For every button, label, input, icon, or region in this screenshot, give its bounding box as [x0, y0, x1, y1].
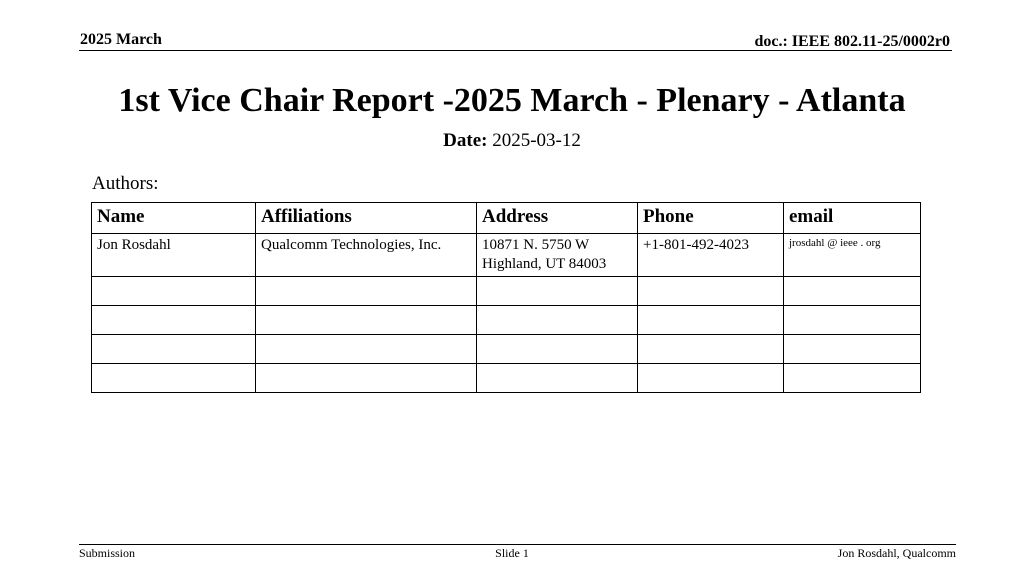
empty-cell: [477, 306, 638, 335]
footer-author: Jon Rosdahl, Qualcomm: [837, 546, 956, 560]
empty-cell: [638, 335, 784, 364]
empty-cell: [784, 335, 921, 364]
table-row-empty: [92, 335, 921, 364]
column-header-phone: Phone: [638, 203, 784, 234]
table-row-empty: [92, 277, 921, 306]
column-header-address: Address: [477, 203, 638, 234]
author-email-cell: jrosdahl @ ieee . org: [784, 234, 921, 277]
date-value: 2025-03-12: [492, 130, 581, 151]
empty-cell: [256, 364, 477, 393]
empty-cell: [256, 277, 477, 306]
column-header-affiliations: Affiliations: [256, 203, 477, 234]
column-header-email: email: [784, 203, 921, 234]
empty-cell: [92, 277, 256, 306]
author-name-cell: Jon Rosdahl: [92, 234, 256, 277]
empty-cell: [477, 364, 638, 393]
authors-table: [91, 202, 921, 393]
footer-submission: Submission: [79, 546, 136, 560]
table-header-row: [92, 203, 921, 234]
footer-slide-number: Slide 1: [495, 546, 529, 560]
address-line-1: 10871 N. 5750 W: [482, 237, 590, 253]
author-address-cell: [477, 234, 638, 277]
empty-cell: [477, 277, 638, 306]
address-line-2: Highland, UT 84003: [482, 256, 607, 272]
empty-cell: [784, 306, 921, 335]
empty-cell: [92, 335, 256, 364]
date-line: [0, 130, 1024, 152]
empty-cell: [92, 364, 256, 393]
empty-cell: [477, 335, 638, 364]
header-divider: [79, 50, 952, 51]
author-phone-cell: +1-801-492-4023: [638, 234, 784, 277]
header-doc-id: doc.: IEEE 802.11-25/0002r0: [754, 33, 950, 50]
empty-cell: [638, 364, 784, 393]
empty-cell: [92, 306, 256, 335]
table-row-empty: [92, 364, 921, 393]
empty-cell: [256, 306, 477, 335]
footer-divider: [79, 544, 956, 545]
authors-label: Authors:: [92, 173, 159, 194]
empty-cell: [256, 335, 477, 364]
table-row: [92, 234, 921, 277]
table-row-empty: [92, 306, 921, 335]
empty-cell: [638, 306, 784, 335]
slide-title: 1st Vice Chair Report -2025 March - Plenary - Atlanta: [118, 82, 906, 119]
column-header-name: Name: [92, 203, 256, 234]
author-affiliation-cell: Qualcomm Technologies, Inc.: [256, 234, 477, 277]
empty-cell: [638, 277, 784, 306]
empty-cell: [784, 277, 921, 306]
empty-cell: [784, 364, 921, 393]
header-date: 2025 March: [80, 31, 162, 48]
date-label: Date:: [443, 130, 488, 151]
